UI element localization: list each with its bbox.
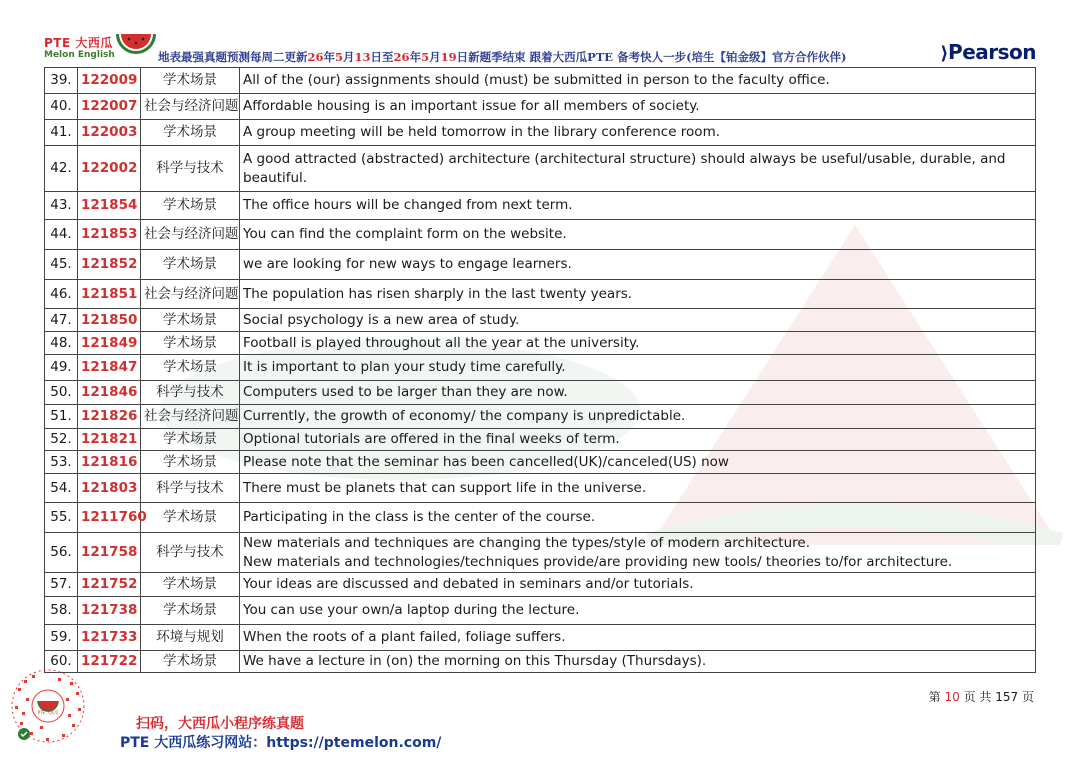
sentence-text: Your ideas are discussed and debated in seminars and/or tutorials. [243,576,694,592]
header-month1: 5 [335,50,344,64]
table-row [45,280,1036,309]
question-id-cell: 121752 [78,573,141,597]
header-yue1: 月 [343,50,355,64]
sentence-text: It is important to plan your study time carefully. [243,359,566,375]
question-id-cell: 121803 [78,474,141,503]
row-number-cell: 46. [45,280,78,309]
question-id-cell: 121846 [78,381,141,405]
table-row [45,405,1036,429]
sentence-text: Football is played throughout all the year at the university. [243,334,640,351]
sentence-text-alt: New materials and technologies/techniques provide/are providing new tools/ theories to/for architecture. [243,553,953,570]
sentence-text: Social psychology is a new area of study. [243,311,520,328]
logo-title: PTE 大西瓜 [44,36,113,50]
category-cell: 学术场景 [141,309,240,332]
row-number-cell: 50. [45,381,78,405]
question-id-cell: 121826 [78,405,141,429]
row-number-cell: 55. [45,503,78,533]
page-header [44,20,1036,66]
category-cell: 学术场景 [141,651,240,673]
category-cell: 学术场景 [141,355,240,381]
header-day2: 19 [440,50,457,64]
table-row [45,220,1036,250]
category-cell: 学术场景 [141,192,240,220]
sentence-cell [240,597,1036,625]
sentence-text: we are looking for new ways to engage learners. [243,256,572,272]
question-id-cell: 121852 [78,250,141,280]
category-cell: 学术场景 [141,503,240,533]
sentence-text: A good attracted (abstracted) architecture (architectural structure) should always be useful/usable, durable, and beautiful. [243,150,1006,186]
question-id-cell: 121821 [78,429,141,451]
sentence-text: We have a lecture in (on) the morning on this Thursday (Thursdays). [243,653,707,669]
row-number-cell: 49. [45,355,78,381]
sentence-text: The office hours will be changed from next term. [243,197,573,213]
category-cell: 科学与技术 [141,533,240,573]
category-cell: 社会与经济问题 [141,94,240,120]
sentence-cell [240,280,1036,309]
table-row [45,94,1036,120]
category-cell: 学术场景 [141,573,240,597]
sentence-cell [240,533,1036,573]
row-number-cell: 54. [45,474,78,503]
row-number-cell: 53. [45,451,78,474]
row-number-cell: 47. [45,309,78,332]
footer-website-line [120,732,441,752]
sentence-text: Optional tutorials are offered in the final weeks of term. [243,431,620,447]
table-row [45,309,1036,332]
table-row [45,429,1036,451]
header-month2: 5 [421,50,430,64]
sentence-cell [240,381,1036,405]
row-number-cell: 59. [45,625,78,651]
watermelon-icon [114,26,158,62]
sentence-cell [240,192,1036,220]
header-day1: 13 [354,50,371,64]
category-cell: 科学与技术 [141,474,240,503]
question-id-cell: 121854 [78,192,141,220]
header-banner-text [158,49,846,65]
question-table [44,67,1036,673]
sentence-cell [240,451,1036,474]
table-row [45,120,1036,146]
sentence-text: Participating in the class is the center of the course. [243,509,596,525]
sentence-cell [240,405,1036,429]
page-number-prefix: 第 [928,690,941,704]
category-cell: 学术场景 [141,68,240,94]
sentence-cell [240,68,1036,94]
question-id-cell: 121849 [78,332,141,355]
row-number-cell: 40. [45,94,78,120]
sentence-cell [240,503,1036,533]
pearson-logo-text: Pearson [948,40,1036,64]
header-text-b: 新题季结束 跟着大西瓜PTE 备考快人一步(培生【铂金级】官方合作伙伴) [468,50,847,64]
sentence-cell [240,429,1036,451]
table-row [45,68,1036,94]
category-cell: 科学与技术 [141,381,240,405]
mini-program-qr-code-icon [10,668,86,744]
table-row [45,503,1036,533]
sentence-cell [240,625,1036,651]
sentence-cell [240,332,1036,355]
table-row [45,597,1036,625]
row-number-cell: 45. [45,250,78,280]
sentence-text: All of the (our) assignments should (must) be submitted in person to the faculty office. [243,72,830,88]
row-number-cell: 56. [45,533,78,573]
sentence-text: New materials and techniques are changing the types/style of modern architecture. [243,534,810,551]
table-row [45,146,1036,192]
page-number-total: 157 [995,690,1019,704]
sentence-cell [240,250,1036,280]
category-cell: 学术场景 [141,451,240,474]
sentence-text: A group meeting will be held tomorrow in the library conference room. [243,124,721,140]
table-row [45,332,1036,355]
brand-logo [44,24,164,66]
page-number-current: 10 [944,690,960,704]
question-id-cell: 1211760 [78,503,141,533]
question-id-cell: 121758 [78,533,141,573]
sentence-text: There must be planets that can support life in the universe. [243,479,647,496]
sentence-text: Currently, the growth of economy/ the company is unpredictable. [243,408,686,424]
header-text-a: 地表最强真题预测每周二更新 [158,50,308,64]
footer-website-link[interactable]: https://ptemelon.com/ [266,735,442,751]
category-cell: 社会与经济问题 [141,405,240,429]
sentence-cell [240,146,1036,192]
sentence-text: You can find the complaint form on the website. [243,226,567,242]
row-number-cell: 41. [45,120,78,146]
category-cell: 学术场景 [141,250,240,280]
sentence-cell [240,309,1036,332]
page-number [929,688,1034,705]
sentence-cell [240,220,1036,250]
row-number-cell: 48. [45,332,78,355]
category-cell: 学术场景 [141,120,240,146]
table-row [45,192,1036,220]
table-row [45,573,1036,597]
footer-promo-line: 扫码，大西瓜小程序练真题 [136,716,304,732]
question-id-cell: 121850 [78,309,141,332]
row-number-cell: 39. [45,68,78,94]
header-yue2: 月 [429,50,441,64]
row-number-cell: 52. [45,429,78,451]
page-number-middle: 页 共 [963,690,992,704]
question-id-cell: 121847 [78,355,141,381]
sentence-cell [240,474,1036,503]
row-number-cell: 57. [45,573,78,597]
question-id-cell: 121816 [78,451,141,474]
question-id-cell: 122003 [78,120,141,146]
table-row [45,451,1036,474]
table-row [45,250,1036,280]
sentence-cell [240,355,1036,381]
sentence-cell [240,120,1036,146]
header-ri-zhi: 日至 [370,50,394,64]
category-cell: 学术场景 [141,429,240,451]
question-table-body [45,68,1036,673]
header-ri: 日 [456,50,469,64]
question-id-cell: 122007 [78,94,141,120]
sentence-cell [240,651,1036,673]
question-id-cell: 121851 [78,280,141,309]
table-row [45,625,1036,651]
logo-subtitle: Melon English [44,50,115,60]
sentence-text: You can use your own/a laptop during the lecture. [243,602,580,618]
table-row [45,651,1036,673]
question-id-cell: 121738 [78,597,141,625]
category-cell: 科学与技术 [141,146,240,192]
table-row [45,533,1036,573]
category-cell: 学术场景 [141,332,240,355]
page-number-suffix: 页 [1021,690,1034,704]
table-row [45,381,1036,405]
row-number-cell: 60. [45,651,78,673]
question-id-cell: 122002 [78,146,141,192]
row-number-cell: 51. [45,405,78,429]
sentence-cell [240,573,1036,597]
sentence-cell [240,94,1036,120]
category-cell: 社会与经济问题 [141,220,240,250]
table-row [45,474,1036,503]
header-nian1: 年 [323,50,336,64]
category-cell: 社会与经济问题 [141,280,240,309]
table-row [45,355,1036,381]
header-year2: 26 [393,50,410,64]
category-cell: 环境与规划 [141,625,240,651]
row-number-cell: 58. [45,597,78,625]
header-nian2: 年 [409,50,422,64]
footer-website-label: PTE 大西瓜练习网站： [120,735,267,751]
sentence-text: Affordable housing is an important issue for all members of society. [243,98,700,114]
question-id-cell: 121853 [78,220,141,250]
question-id-cell: 121722 [78,651,141,673]
header-year1: 26 [307,50,324,64]
qr-logo-text: PTE 大西瓜 [37,710,59,715]
row-number-cell: 44. [45,220,78,250]
question-id-cell: 122009 [78,68,141,94]
pearson-slash-icon: ⟩ [940,43,949,64]
sentence-text: Computers used to be larger than they are now. [243,384,568,400]
sentence-text: Please note that the seminar has been cancelled(UK)/canceled(US) now [243,453,729,470]
sentence-text: The population has risen sharply in the last twenty years. [243,285,633,302]
pearson-logo [940,40,1036,64]
question-id-cell: 121733 [78,625,141,651]
sentence-text: When the roots of a plant failed, foliage suffers. [243,629,566,645]
row-number-cell: 42. [45,146,78,192]
category-cell: 学术场景 [141,597,240,625]
row-number-cell: 43. [45,192,78,220]
